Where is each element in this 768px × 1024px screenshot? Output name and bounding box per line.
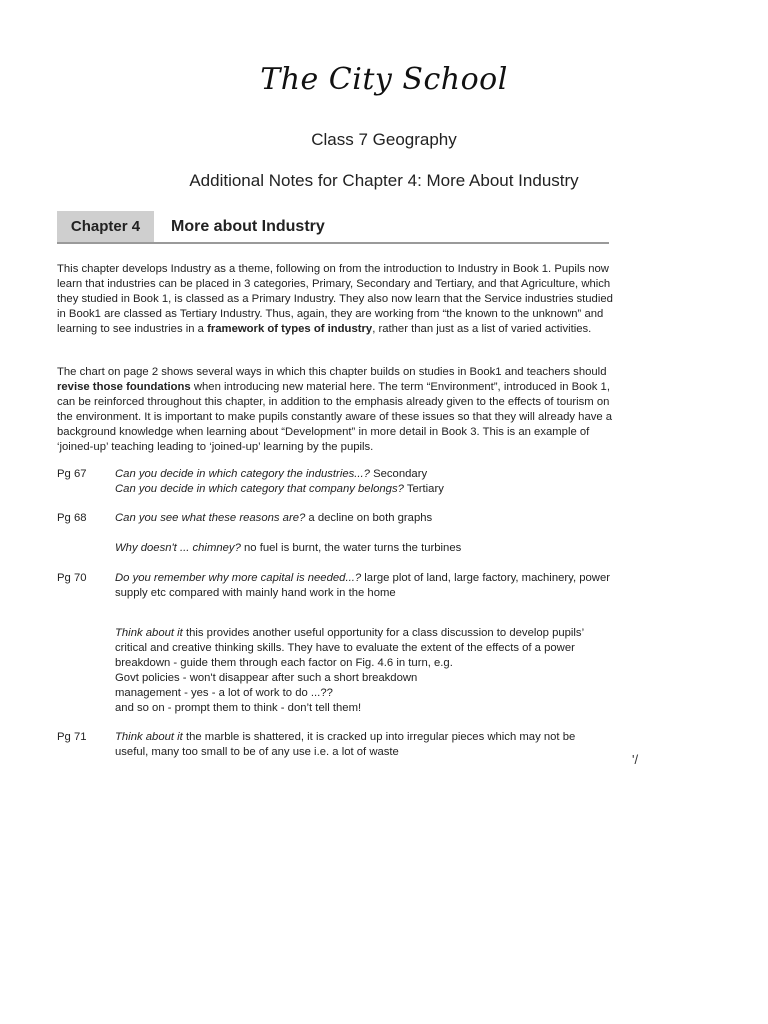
intro-text-2: , rather than just as a list of varied activities.	[372, 323, 592, 335]
pg70-question-1: Do you remember why more capital is needed...?	[115, 572, 362, 584]
pg67-question-1: Can you decide in which category the industries...?	[115, 468, 370, 480]
pg70-question-2: Think about it	[115, 627, 183, 639]
intro-paragraph	[57, 262, 613, 337]
pg68-label: Pg 68	[57, 512, 87, 524]
pg70-label: Pg 70	[57, 572, 87, 584]
pg67-question-2: Can you decide in which category that company belongs?	[115, 483, 404, 495]
class-title: Class 7 Geography	[311, 130, 457, 149]
pg70-answer-2: this provides another useful opportunity for a class discussion to develop pupils’ critical and creative thinking skills. They have to evaluate the extent of the effects of a power breakdown - guide them through each factor on Fig. 4.6 in turn, e.g.	[115, 627, 584, 669]
chart-bold: revise those foundations	[57, 381, 191, 393]
pg70-entry-2	[115, 626, 610, 716]
pg68-question-2: Why doesn't ... chimney?	[115, 542, 241, 554]
intro-bold: framework of types of industry	[207, 323, 373, 335]
school-name: The City School	[260, 62, 508, 97]
stray-mark: '/	[632, 752, 639, 767]
intro-text-1: This chapter develops Industry as a theme, following on from the introduction to Industry in Book 1. Pupils now learn that industries can be placed in 3 categories, Primary, Secondary and Tertiary, and that Agriculture, which they studied in Book 1, is classed as a Primary Industry. They also now learn that the Service industries studied in Book1 are classed as Tertiary Industry. Thus, again, they are working from “the known to the unknown” and learning to see industries in a	[57, 263, 613, 335]
pg68-entry-2	[115, 541, 610, 556]
pg68-question-1: Can you see what these reasons are?	[115, 512, 306, 524]
pg71-entry	[115, 730, 610, 760]
pg70-answer-1: large plot of land, large factory, machinery, power supply etc compared with mainly hand work in the home	[115, 572, 611, 599]
chart-text-2: when introducing new material here. The term “Environment”, introduced in Book 1, can be reinforced throughout this chapter, in addition to the emphasis already given to the effects of tourism on the environment. It is important to make pupils constantly aware of these issues so that they will already have a background knowledge when learning about “Development” in more detail in Book 3. This is an example of ‘joined-up’ teaching leading to ‘joined-up’ learning by the pupils.	[57, 381, 613, 453]
chart-text-1: The chart on page 2 shows several ways in which this chapter builds on studies in Book1 and teachers should	[57, 366, 607, 378]
pg70-line-3: and so on - prompt them to think - don’t tell them!	[115, 702, 362, 714]
pg70-entry-1	[115, 571, 610, 601]
pg67-entry	[115, 467, 610, 497]
pg67-answer-1: Secondary	[369, 468, 428, 480]
pg70-line-2: management - yes - a lot of work to do ...??	[115, 687, 333, 699]
chapter-label: Chapter 4	[57, 211, 154, 242]
pg68-answer-2: no fuel is burnt, the water turns the turbines	[240, 542, 462, 554]
pg67-label: Pg 67	[57, 468, 87, 480]
pg70-line-1: Govt policies - won't disappear after such a short breakdown	[115, 672, 418, 684]
pg71-label: Pg 71	[57, 731, 87, 743]
pg67-answer-2: Tertiary	[403, 483, 444, 495]
pg71-answer-1: the marble is shattered, it is cracked up into irregular pieces which may not be useful, many too small to be of any use i.e. a lot of waste	[115, 731, 576, 758]
pg68-entry-1	[115, 511, 610, 526]
pg68-answer-1: a decline on both graphs	[305, 512, 433, 524]
chapter-banner	[57, 211, 609, 244]
notes-title: Additional Notes for Chapter 4: More About Industry	[189, 171, 579, 190]
pg71-question-1: Think about it	[115, 731, 183, 743]
chart-paragraph	[57, 365, 613, 455]
chapter-title: More about Industry	[171, 218, 325, 235]
